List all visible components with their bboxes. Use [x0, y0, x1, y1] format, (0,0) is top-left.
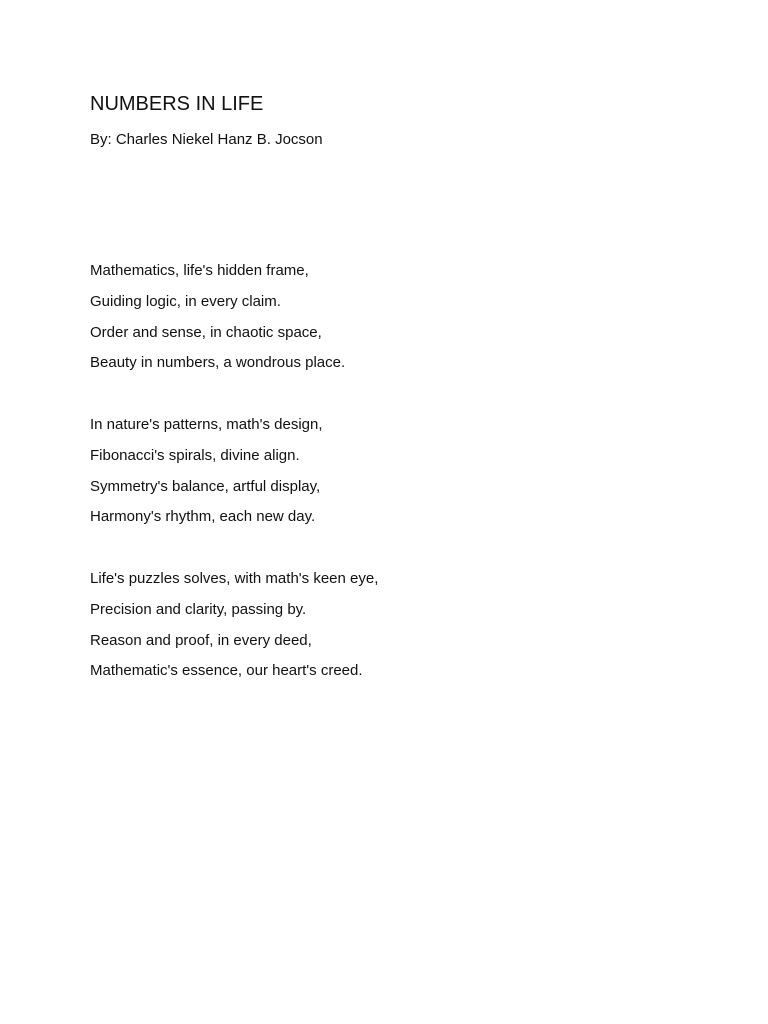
poem-line: Harmony's rhythm, each new day. [90, 508, 316, 526]
poem-line: Beauty in numbers, a wondrous place. [90, 354, 346, 372]
poem-line: Order and sense, in chaotic space, [90, 323, 322, 341]
poem-title: NUMBERS IN LIFE [90, 93, 264, 115]
poem-line: Guiding logic, in every claim. [90, 292, 281, 310]
poem-line: Mathematics, life's hidden frame, [90, 262, 309, 279]
poem-line: In nature's patterns, math's design, [90, 416, 323, 433]
poem-line: Reason and proof, in every deed, [90, 631, 312, 649]
poem-stanza-2 [90, 415, 323, 538]
poem-line: Symmetry's balance, artful display, [90, 477, 321, 495]
poem-stanza-3 [90, 569, 378, 692]
poem-line: Life's puzzles solves, with math's keen eye, [90, 570, 379, 587]
poem-line: Precision and clarity, passing by. [90, 600, 307, 618]
poem-author: By: Charles Niekel Hanz B. Jocson [90, 131, 323, 148]
poem-line: Fibonacci's spirals, divine align. [90, 446, 300, 464]
poem-line: Mathematic's essence, our heart's creed. [90, 662, 363, 680]
poem-stanza-1 [90, 261, 345, 384]
